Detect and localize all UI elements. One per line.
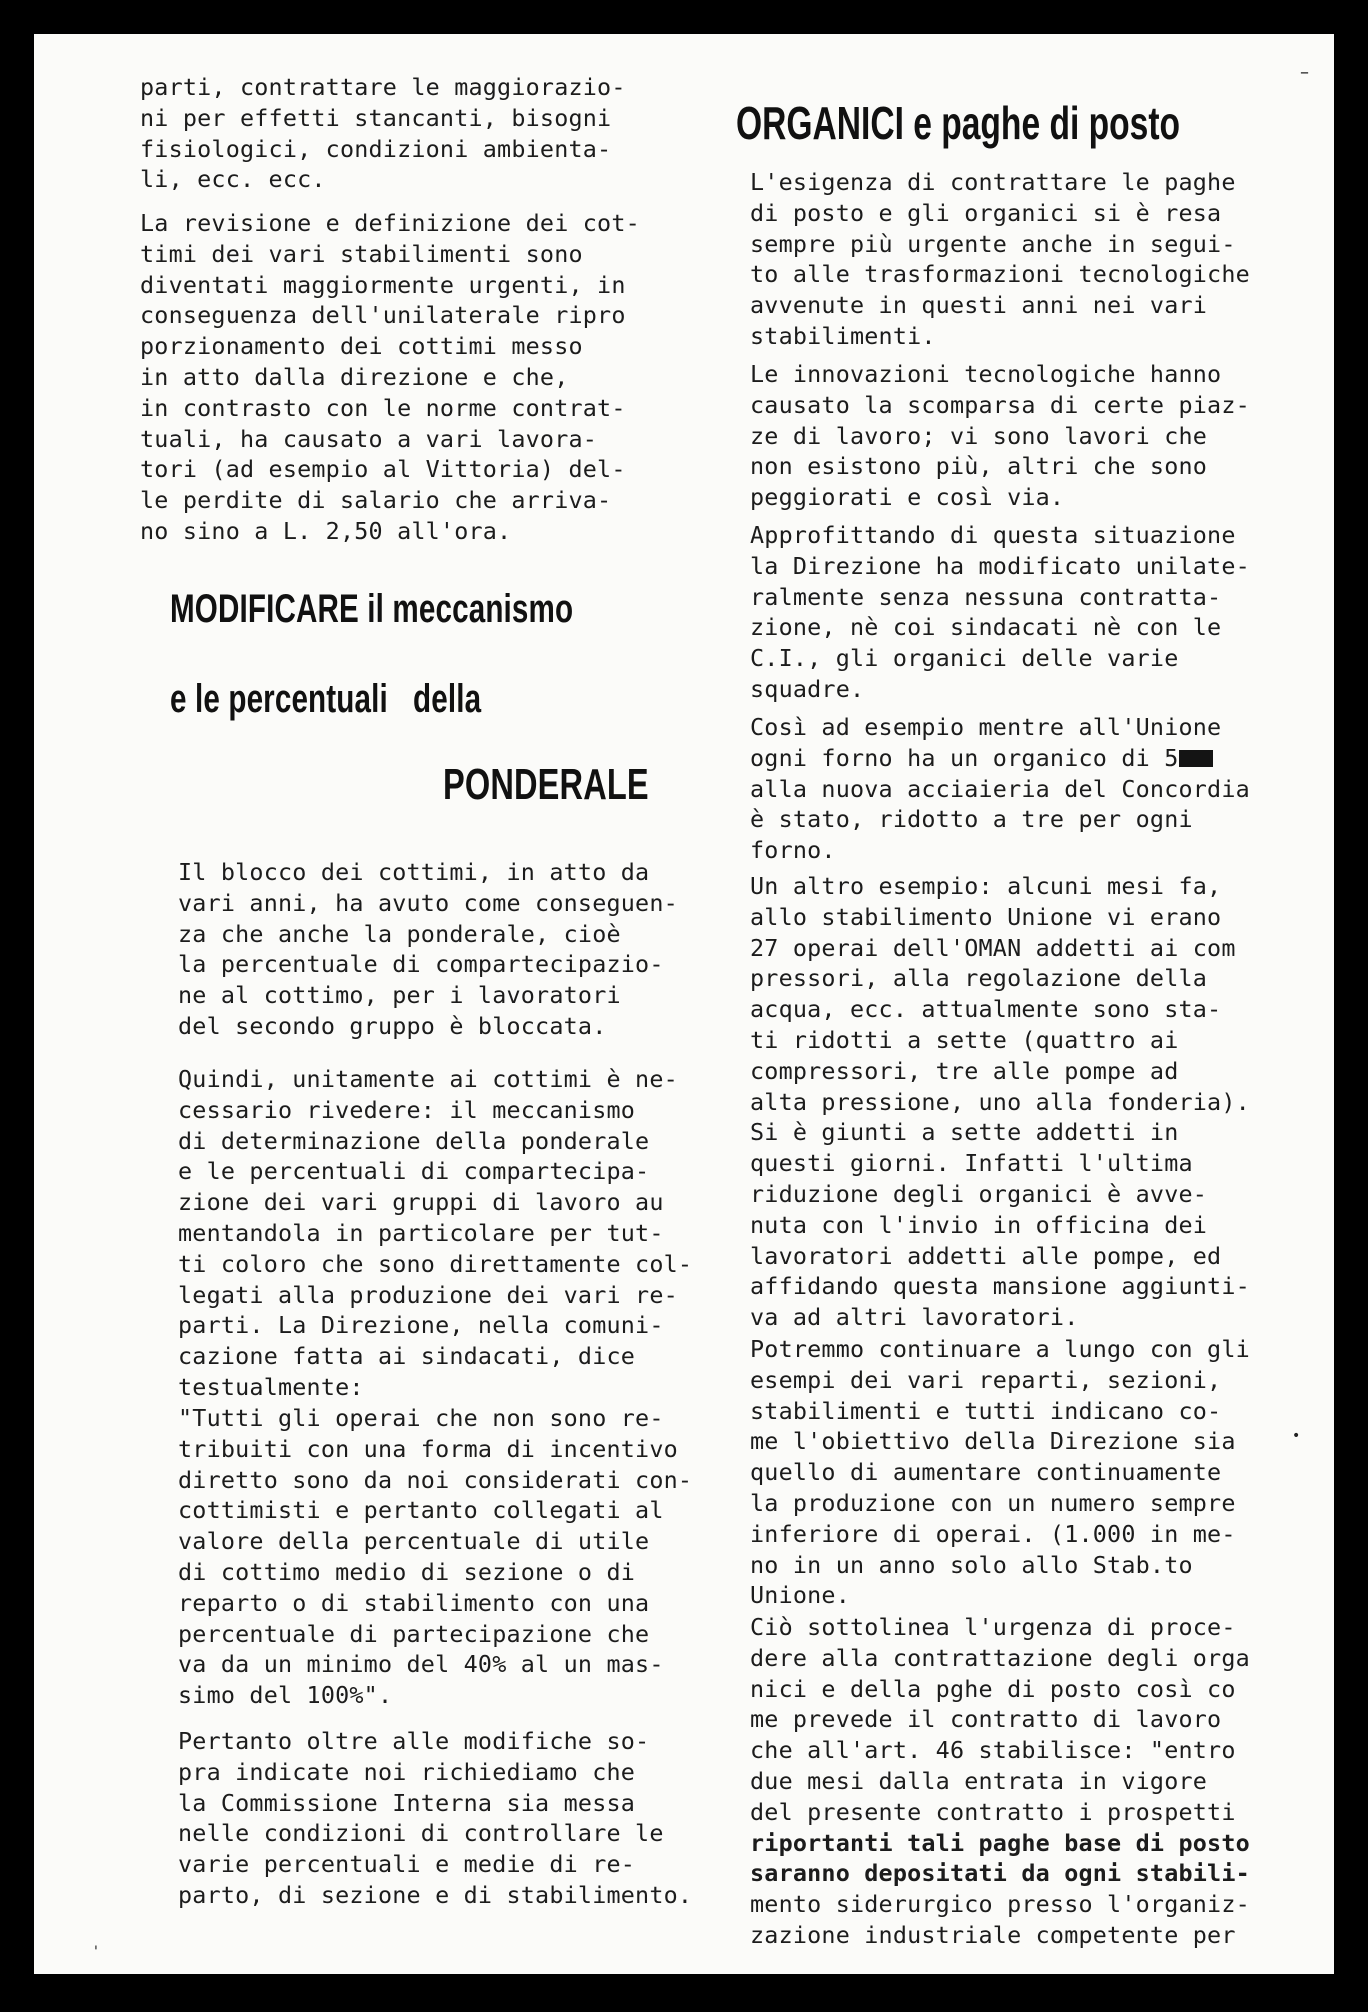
text-line: ni per effetti stancanti, bisogni [140,103,612,132]
text-line: vari anni, ha avuto come conseguen- [178,888,678,917]
text-line: L'esigenza di contrattare le paghe [750,168,1236,196]
text-line: acqua, ecc. attualmente sono sta- [750,995,1222,1024]
text-line: alta pressione, uno alla fonderia). [750,1087,1250,1116]
text-line: e le percentuali di compartecipa- [178,1157,650,1186]
text-line: La revisione e definizione dei cot- [140,209,640,237]
text-line: Si è giunti a sette addetti in [750,1118,1179,1147]
text-fragment: ogni forno ha un organico di 5 [750,743,1179,772]
text-line: za che anche la ponderale, cioè [178,919,621,948]
text-line: allo stabilimento Unione vi erano [750,902,1222,931]
text-line: forno. [750,836,836,865]
text-line: pra indicate noi richiediamo che [178,1757,636,1786]
text-line: che all'art. 46 stabilisce: "entro [750,1736,1236,1765]
text-line: me prevede il contratto di lavoro [750,1705,1222,1734]
text-line: timi dei vari stabilimenti sono [140,239,583,268]
text-line: Pertanto oltre alle modifiche so- [178,1727,650,1755]
left-paragraph-2 [140,208,640,547]
text-line: del presente contratto i prospetti [750,1797,1236,1826]
text-line: squadre. [750,674,865,703]
text-line: due mesi dalla entrata in vigore [750,1766,1208,1795]
text-line: ralmente senza nessuna contratta- [750,582,1222,611]
text-line: Un altro esempio: alcuni mesi fa, [750,872,1222,900]
text-line: cottimisti e pertanto collegati al [178,1496,664,1525]
text-line: di posto e gli organici si è resa [750,198,1222,227]
text-line: ti coloro che sono direttamente col- [178,1249,693,1278]
text-line: conseguenza dell'unilaterale ripro [140,301,626,330]
text-line: cessario rivedere: il meccanismo [178,1095,636,1124]
text-line: diretto sono da noi considerati con- [178,1465,693,1494]
right-paragraph-7 [750,1612,1250,1951]
heading-organici: ORGANICI e paghe di posto [736,97,1181,149]
text-line: reparto o di stabilimento con una [178,1588,650,1617]
text-line: esempi dei vari reparti, sezioni, [750,1365,1222,1394]
text-line: lavoratori addetti alle pompe, ed [750,1241,1222,1270]
text-line: no sino a L. 2,50 all'ora. [140,516,512,545]
text-line: riportanti tali paghe base di posto [750,1828,1250,1857]
text-line: zazione industriale competente per [750,1920,1236,1949]
left-paragraph-1 [140,72,626,195]
text-line: Ciò sottolinea l'urgenza di proce- [750,1613,1236,1641]
margin-dot-mark: • [1292,1428,1301,1444]
text-line: cazione fatta ai sindacati, dice [178,1342,636,1371]
text-line: nuta con l'invio in officina dei [750,1210,1208,1239]
text-line: legati alla produzione dei vari re- [178,1280,678,1309]
text-line: ti ridotti a sette (quattro ai [750,1025,1179,1054]
text-line: simo del 100%". [178,1681,393,1710]
text-line: Potremmo continuare a lungo con gli [750,1335,1250,1363]
text-line: 27 operai dell'OMAN addetti ai com [750,933,1236,962]
text-line: alla nuova acciaieria del Concordia [750,774,1250,803]
text-line: varie percentuali e medie di re- [178,1850,636,1879]
text-line: no in un anno solo allo Stab.to [750,1550,1193,1579]
text-line: la percentuale di compartecipazio- [178,950,664,979]
text-line: le perdite di salario che arriva- [140,486,612,515]
text-line: ze di lavoro; vi sono lavori che [750,421,1208,450]
text-line: nici e della pghe di posto così co [750,1674,1236,1703]
document-page [34,34,1334,1974]
text-line: va ad altri lavoratori. [750,1303,1079,1332]
text-line: tuali, ha causato a vari lavora- [140,424,598,453]
text-line: va da un minimo del 40% al un mas- [178,1650,664,1679]
right-paragraph-3 [750,520,1250,705]
right-paragraph-6 [750,1334,1250,1611]
text-line: mento siderurgico presso l'organiz- [750,1890,1250,1919]
text-line: sempre più urgente anche in segui- [750,229,1236,258]
text-line: non esistono più, altri che sono [750,452,1208,481]
text-line: in contrasto con le norme contrat- [140,393,626,422]
text-line: questi giorni. Infatti l'ultima [750,1149,1193,1178]
text-line: "Tutti gli operai che non sono re- [178,1404,664,1432]
text-line: mentandola in particolare per tut- [178,1218,664,1247]
text-line: valore della percentuale di utile [178,1527,650,1556]
text-line: Così ad esempio mentre all'Unione [750,713,1222,741]
text-line: la produzione con un numero sempre [750,1488,1236,1517]
heading-percentuali: e le percentuali della [170,677,482,721]
text-line: tribuiti con una forma di incentivo [178,1434,678,1463]
text-line: testualmente: [178,1372,364,1401]
left-paragraph-5-quote [178,1403,692,1711]
right-paragraph-5 [750,871,1250,1333]
text-line: di cottimo medio di sezione o di [178,1557,636,1586]
text-line: to alle trasformazioni tecnologiche [750,260,1250,289]
text-line: stabilimenti e tutti indicano co- [750,1396,1222,1425]
text-line: pressori, alla regolazione della [750,964,1208,993]
text-line: la Commissione Interna sia messa [178,1788,636,1817]
left-paragraph-4 [178,1064,692,1403]
text-line: li, ecc. ecc. [140,165,326,194]
text-line: in atto dalla direzione e che, [140,362,569,391]
text-line: nelle condizioni di controllare le [178,1819,664,1848]
text-line: stabilimenti. [750,321,936,350]
heading-ponderale: PONDERALE [443,760,649,809]
text-line: ne al cottimo, per i lavoratori [178,981,621,1010]
text-line: saranno depositati da ogni stabili- [750,1859,1250,1888]
text-line: di determinazione della ponderale [178,1126,650,1155]
text-line: percentuale di partecipazione che [178,1619,650,1648]
text-line: compressori, tre alle pompe ad [750,1056,1179,1085]
text-line: causato la scomparsa di certe piaz- [750,390,1250,419]
text-line [750,743,1250,774]
text-line: Approfittando di questa situazione [750,521,1236,549]
text-line: porzionamento dei cottimi messo [140,332,583,361]
text-line: Il blocco dei cottimi, in atto da [178,858,650,886]
text-line: è stato, ridotto a tre per ogni [750,805,1193,834]
text-line: zione, nè coi sindacati nè con le [750,613,1222,642]
text-line: riduzione degli organici è avve- [750,1179,1208,1208]
left-paragraph-3 [178,857,678,1042]
text-line: fisiologici, condizioni ambienta- [140,134,612,163]
text-line: zione dei vari gruppi di lavoro au [178,1188,664,1217]
margin-dash-mark: – [1300,62,1309,83]
text-line: parto, di sezione e di stabilimento. [178,1880,693,1909]
text-line: Le innovazioni tecnologiche hanno [750,360,1222,388]
text-line: me l'obiettivo della Direzione sia [750,1427,1236,1456]
text-line: tori (ad esempio al Vittoria) del- [140,455,626,484]
text-line: parti. La Direzione, nella comuni- [178,1311,664,1340]
text-line: parti, contrattare le maggiorazio- [140,73,626,101]
ink-blot [1179,750,1213,767]
text-line: dere alla contrattazione degli orga [750,1643,1250,1672]
text-line: la Direzione ha modificato unilate- [750,551,1250,580]
text-line: affidando questa mansione aggiunti- [750,1272,1250,1301]
right-paragraph-2 [750,359,1250,513]
right-paragraph-4 [750,712,1250,866]
text-line: diventati maggiormente urgenti, in [140,270,626,299]
text-line: inferiore di operai. (1.000 in me- [750,1519,1236,1548]
heading-modificare: MODIFICARE il meccanismo [170,587,574,631]
text-line: Unione. [750,1581,850,1610]
text-line: quello di aumentare continuamente [750,1458,1222,1487]
corner-mark: ' [94,1944,98,1960]
right-paragraph-1 [750,167,1250,352]
left-paragraph-6 [178,1726,692,1911]
text-line: avvenute in questi anni nei vari [750,291,1208,320]
text-line: del secondo gruppo è bloccata. [178,1011,607,1040]
text-line: peggiorati e così via. [750,483,1065,512]
text-line: Quindi, unitamente ai cottimi è ne- [178,1065,678,1093]
text-line: C.I., gli organici delle varie [750,644,1179,673]
